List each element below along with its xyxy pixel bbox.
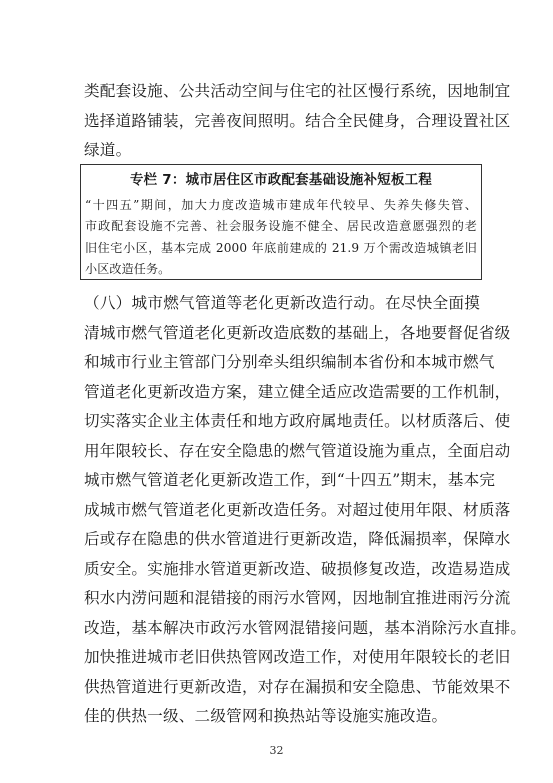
text-line: 改造，基本解决市政污水管网混错接问题，基本消除污水直排。 [84,618,527,637]
box-text-line: 旧住宅小区，基本完成 2000 年底前建成的 21.9 万个需改造城镇老旧 [85,240,477,255]
text-line: 后或存在隐患的供水管道进行更新改造，降低漏损率，保障水 [84,530,511,548]
text-line: 绿道。 [84,141,132,159]
text-line: 供热管道进行更新改造，对存在漏损和安全隐患、节能效果不 [84,677,511,696]
intro-paragraph [84,77,511,166]
box-text-line: 小区改造任务。 [85,261,171,276]
text-line: 用年限较长、存在安全隐患的燃气管道设施为重点，全面启动 [84,441,511,460]
text-line: 和城市行业主管部门分别牵头组织编制本省份和本城市燃气 [84,353,495,371]
text-line: 质安全。实施排水管道更新改造、破损修复改造，改造易造成 [84,559,511,578]
text-line: 类配套设施、公共活动空间与住宅的社区慢行系统，因地制宜 [84,82,511,100]
text-line: 城市燃气管道老化更新改造工作，到“十四五”期末，基本完 [84,471,496,489]
page-number: 32 [269,744,284,757]
box-text-line: “十四五”期间，加大力度改造城市建成年代较早、失养失修失管、 [85,198,477,212]
text-line: 佳的供热一级、二级管网和换热站等设施实施改造。 [84,707,448,725]
box-text-line: 市政配套设施不完善、社会服务设施不健全、居民改造意愿强烈的老 [85,219,477,234]
text-line: 成城市燃气管道老化更新改造任务。对超过使用年限、材质落 [84,500,511,519]
text-line: 管道老化更新改造方案，建立健全适应改造需要的工作机制， [84,382,511,401]
text-line: （八）城市燃气管道等老化更新改造行动。在尽快全面摸 [84,294,480,312]
box-title: 专栏 7：城市居住区市政配套基础设施补短板工程 [129,173,433,188]
text-line: 积水内涝问题和混错接的雨污水管网，因地制宜推进雨污分流 [84,589,511,607]
text-line: 加快推进城市老旧供热管网改造工作，对使用年限较长的老旧 [84,648,511,666]
main-paragraph [84,289,527,732]
text-line: 切实落实企业主体责任和地方政府属地责任。以材质落后、使 [84,412,511,430]
box-body [85,195,477,280]
text-line: 选择道路铺装，完善夜间照明。结合全民健身，合理设置社区 [84,111,511,130]
sidebar-box-column-7 [80,164,482,280]
text-line: 清城市燃气管道老化更新改造底数的基础上，各地要督促省级 [84,323,511,342]
